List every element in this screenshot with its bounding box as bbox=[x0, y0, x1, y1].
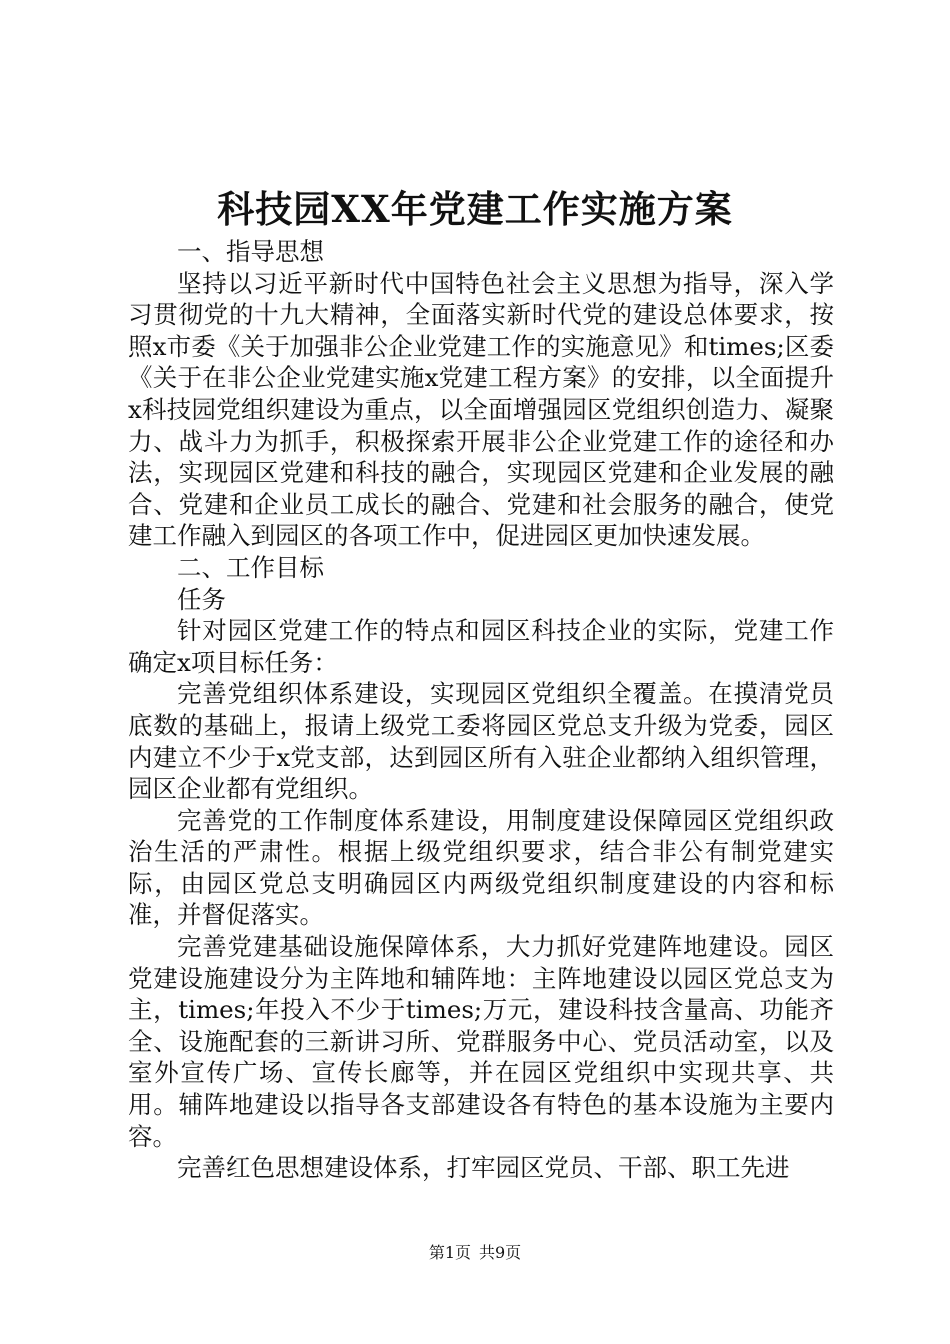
section-heading: 二、工作目标 bbox=[177, 552, 324, 582]
paragraph: 完善红色思想建设体系，打牢园区党员、干部、职工先进 bbox=[177, 1153, 790, 1183]
document-title: 科技园XX年党建工作实施方案 bbox=[217, 187, 733, 231]
paragraph: 坚持以习近平新时代中国特色社会主义思想为指导，深入学习贯彻党的十九大精神，全面落实新时代党的建设总体要求，按照x市委《关于加强非公企业党建工作的实施意见》和times;区委《关于在非公企业党建实施x党建工程方案》的安排，以全面提升x科技园党组织建设为重点，以全面增强园区党组织创造力、凝聚力、战斗力为抓手，积极探索开展非公企业党建工作的途径和办法，实现园区党建和科技的融合，实现园区党建和企业发展的融合、党建和企业员工成长的融合、党建和社会服务的融合，使党建工作融入到园区的各项工作中，促进园区更加快速发展。 bbox=[128, 268, 834, 551]
document-body bbox=[128, 236, 834, 1184]
section-heading: 任务 bbox=[177, 584, 226, 614]
page-footer bbox=[0, 1242, 950, 1264]
paragraph: 完善党组织体系建设，实现园区党组织全覆盖。在摸清党员底数的基础上，报请上级党工委将园区党总支升级为党委，园区内建立不少于x党支部，达到园区所有入驻企业都纳入组织管理，园区企业都有党组织。 bbox=[128, 679, 834, 804]
paragraph: 完善党的工作制度体系建设，用制度建设保障园区党组织政治生活的严肃性。根据上级党组织要求，结合非公有制党建实际，由园区党总支明确园区内两级党组织制度建设的内容和标准，并督促落实。 bbox=[128, 805, 834, 930]
page-number-current: 第1页 bbox=[428, 1243, 471, 1262]
paragraph: 完善党建基础设施保障体系，大力抓好党建阵地建设。园区党建设施建设分为主阵地和辅阵地：主阵地建设以园区党总支为主，times;年投入不少于times;万元，建设科技含量高、功能齐全、设施配套的三新讲习所、党群服务中心、党员活动室，以及室外宣传广场、宣传长廊等，并在园区党组织中实现共享、共用。辅阵地建设以指导各支部建设各有特色的基本设施为主要内容。 bbox=[128, 932, 834, 1151]
section-heading: 一、指导思想 bbox=[177, 237, 324, 266]
paragraph: 针对园区党建工作的特点和园区科技企业的实际，党建工作确定x项目标任务： bbox=[128, 616, 834, 677]
page-number-total: 共9页 bbox=[479, 1243, 522, 1262]
